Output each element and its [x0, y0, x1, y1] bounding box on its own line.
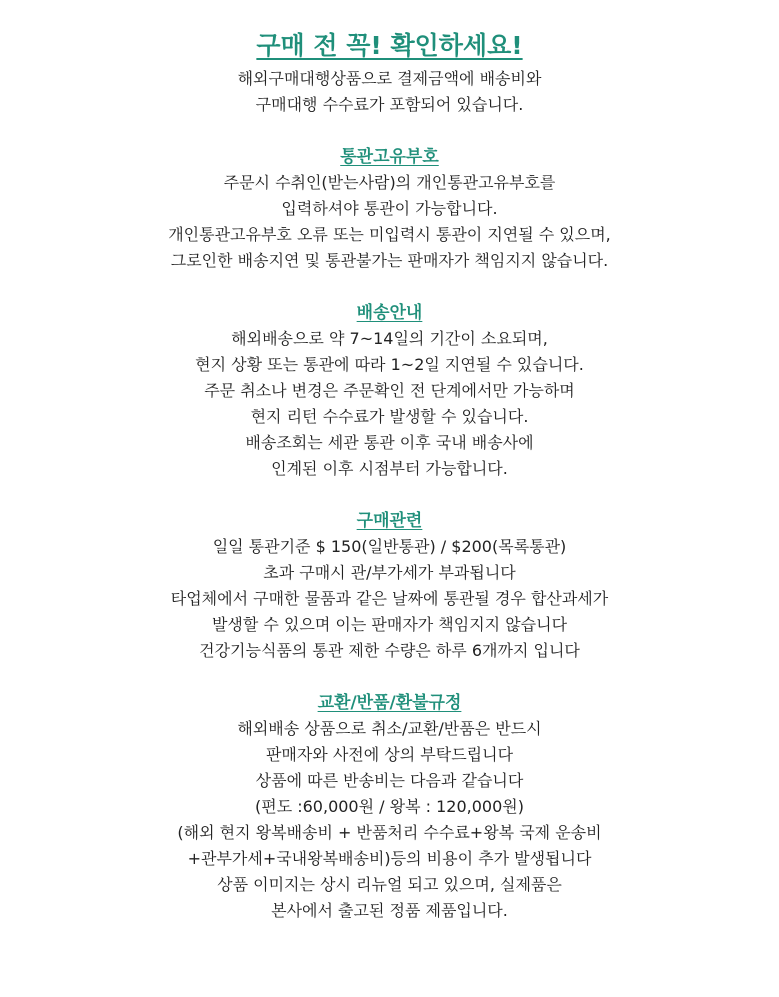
- intro-line: 해외구매대행상품으로 결제금액에 배송비와: [237, 69, 542, 88]
- section-line: 입력하셔야 통관이 가능합니다.: [281, 199, 498, 218]
- section-heading-customs-code: 통관고유부호: [340, 147, 439, 167]
- section-line: 개인통관고유부호 오류 또는 미입력시 통관이 지연될 수 있으며,: [168, 225, 611, 244]
- section-customs-code: [0, 144, 779, 274]
- section-line: 그로인한 배송지연 및 통관불가는 판매자가 책임지지 않습니다.: [170, 251, 609, 270]
- section-line: (편도 :60,000원 / 왕복 : 120,000원): [255, 797, 524, 816]
- section-line: 현지 리턴 수수료가 발생할 수 있습니다.: [250, 407, 529, 426]
- section-line: 본사에서 출고된 정품 제품입니다.: [271, 901, 508, 920]
- intro-block: [0, 66, 779, 118]
- section-line: 타업체에서 구매한 물품과 같은 날짜에 통관될 경우 합산과세가: [170, 589, 609, 608]
- section-line: 발생할 수 있으며 이는 판매자가 책임지지 않습니다: [211, 615, 568, 634]
- page-title: 구매 전 꼭! 확인하세요!: [256, 31, 523, 60]
- section-line: 상품에 따른 반송비는 다음과 같습니다: [255, 771, 524, 790]
- section-line: 초과 구매시 관/부가세가 부과됩니다: [263, 563, 516, 582]
- section-heading-purchase-related: 구매관련: [356, 511, 423, 531]
- section-heading-exchange-return-refund: 교환/반품/환불규정: [317, 693, 462, 713]
- intro-line: 구매대행 수수료가 포함되어 있습니다.: [255, 95, 524, 114]
- section-line: (해외 현지 왕복배송비 + 반품처리 수수료+왕복 국제 운송비: [177, 823, 602, 842]
- section-line: 판매자와 사전에 상의 부탁드립니다: [265, 745, 514, 764]
- section-line: +관부가세+국내왕복배송비)등의 비용이 추가 발생됩니다: [187, 849, 592, 868]
- section-purchase-related: [0, 508, 779, 664]
- section-shipping-info: [0, 300, 779, 482]
- section-line: 건강기능식품의 통관 제한 수량은 하루 6개까지 입니다: [199, 641, 580, 660]
- section-line: 해외배송으로 약 7~14일의 기간이 소요되며,: [231, 329, 548, 348]
- section-line: 인계된 이후 시점부터 가능합니다.: [271, 459, 508, 478]
- section-line: 배송조회는 세관 통관 이후 국내 배송사에: [245, 433, 534, 452]
- section-line: 상품 이미지는 상시 리뉴얼 되고 있으며, 실제품은: [217, 875, 562, 894]
- section-line: 현지 상황 또는 통관에 따라 1~2일 지연될 수 있습니다.: [195, 355, 584, 374]
- section-line: 일일 통관기준 $ 150(일반통관) / $200(목록통관): [212, 537, 567, 556]
- section-exchange-return-refund: [0, 690, 779, 924]
- section-heading-shipping-info: 배송안내: [356, 303, 423, 323]
- section-line: 주문시 수취인(받는사람)의 개인통관고유부호를: [223, 173, 556, 192]
- section-line: 주문 취소나 변경은 주문확인 전 단계에서만 가능하며: [204, 381, 575, 400]
- section-line: 해외배송 상품으로 취소/교환/반품은 반드시: [237, 719, 542, 738]
